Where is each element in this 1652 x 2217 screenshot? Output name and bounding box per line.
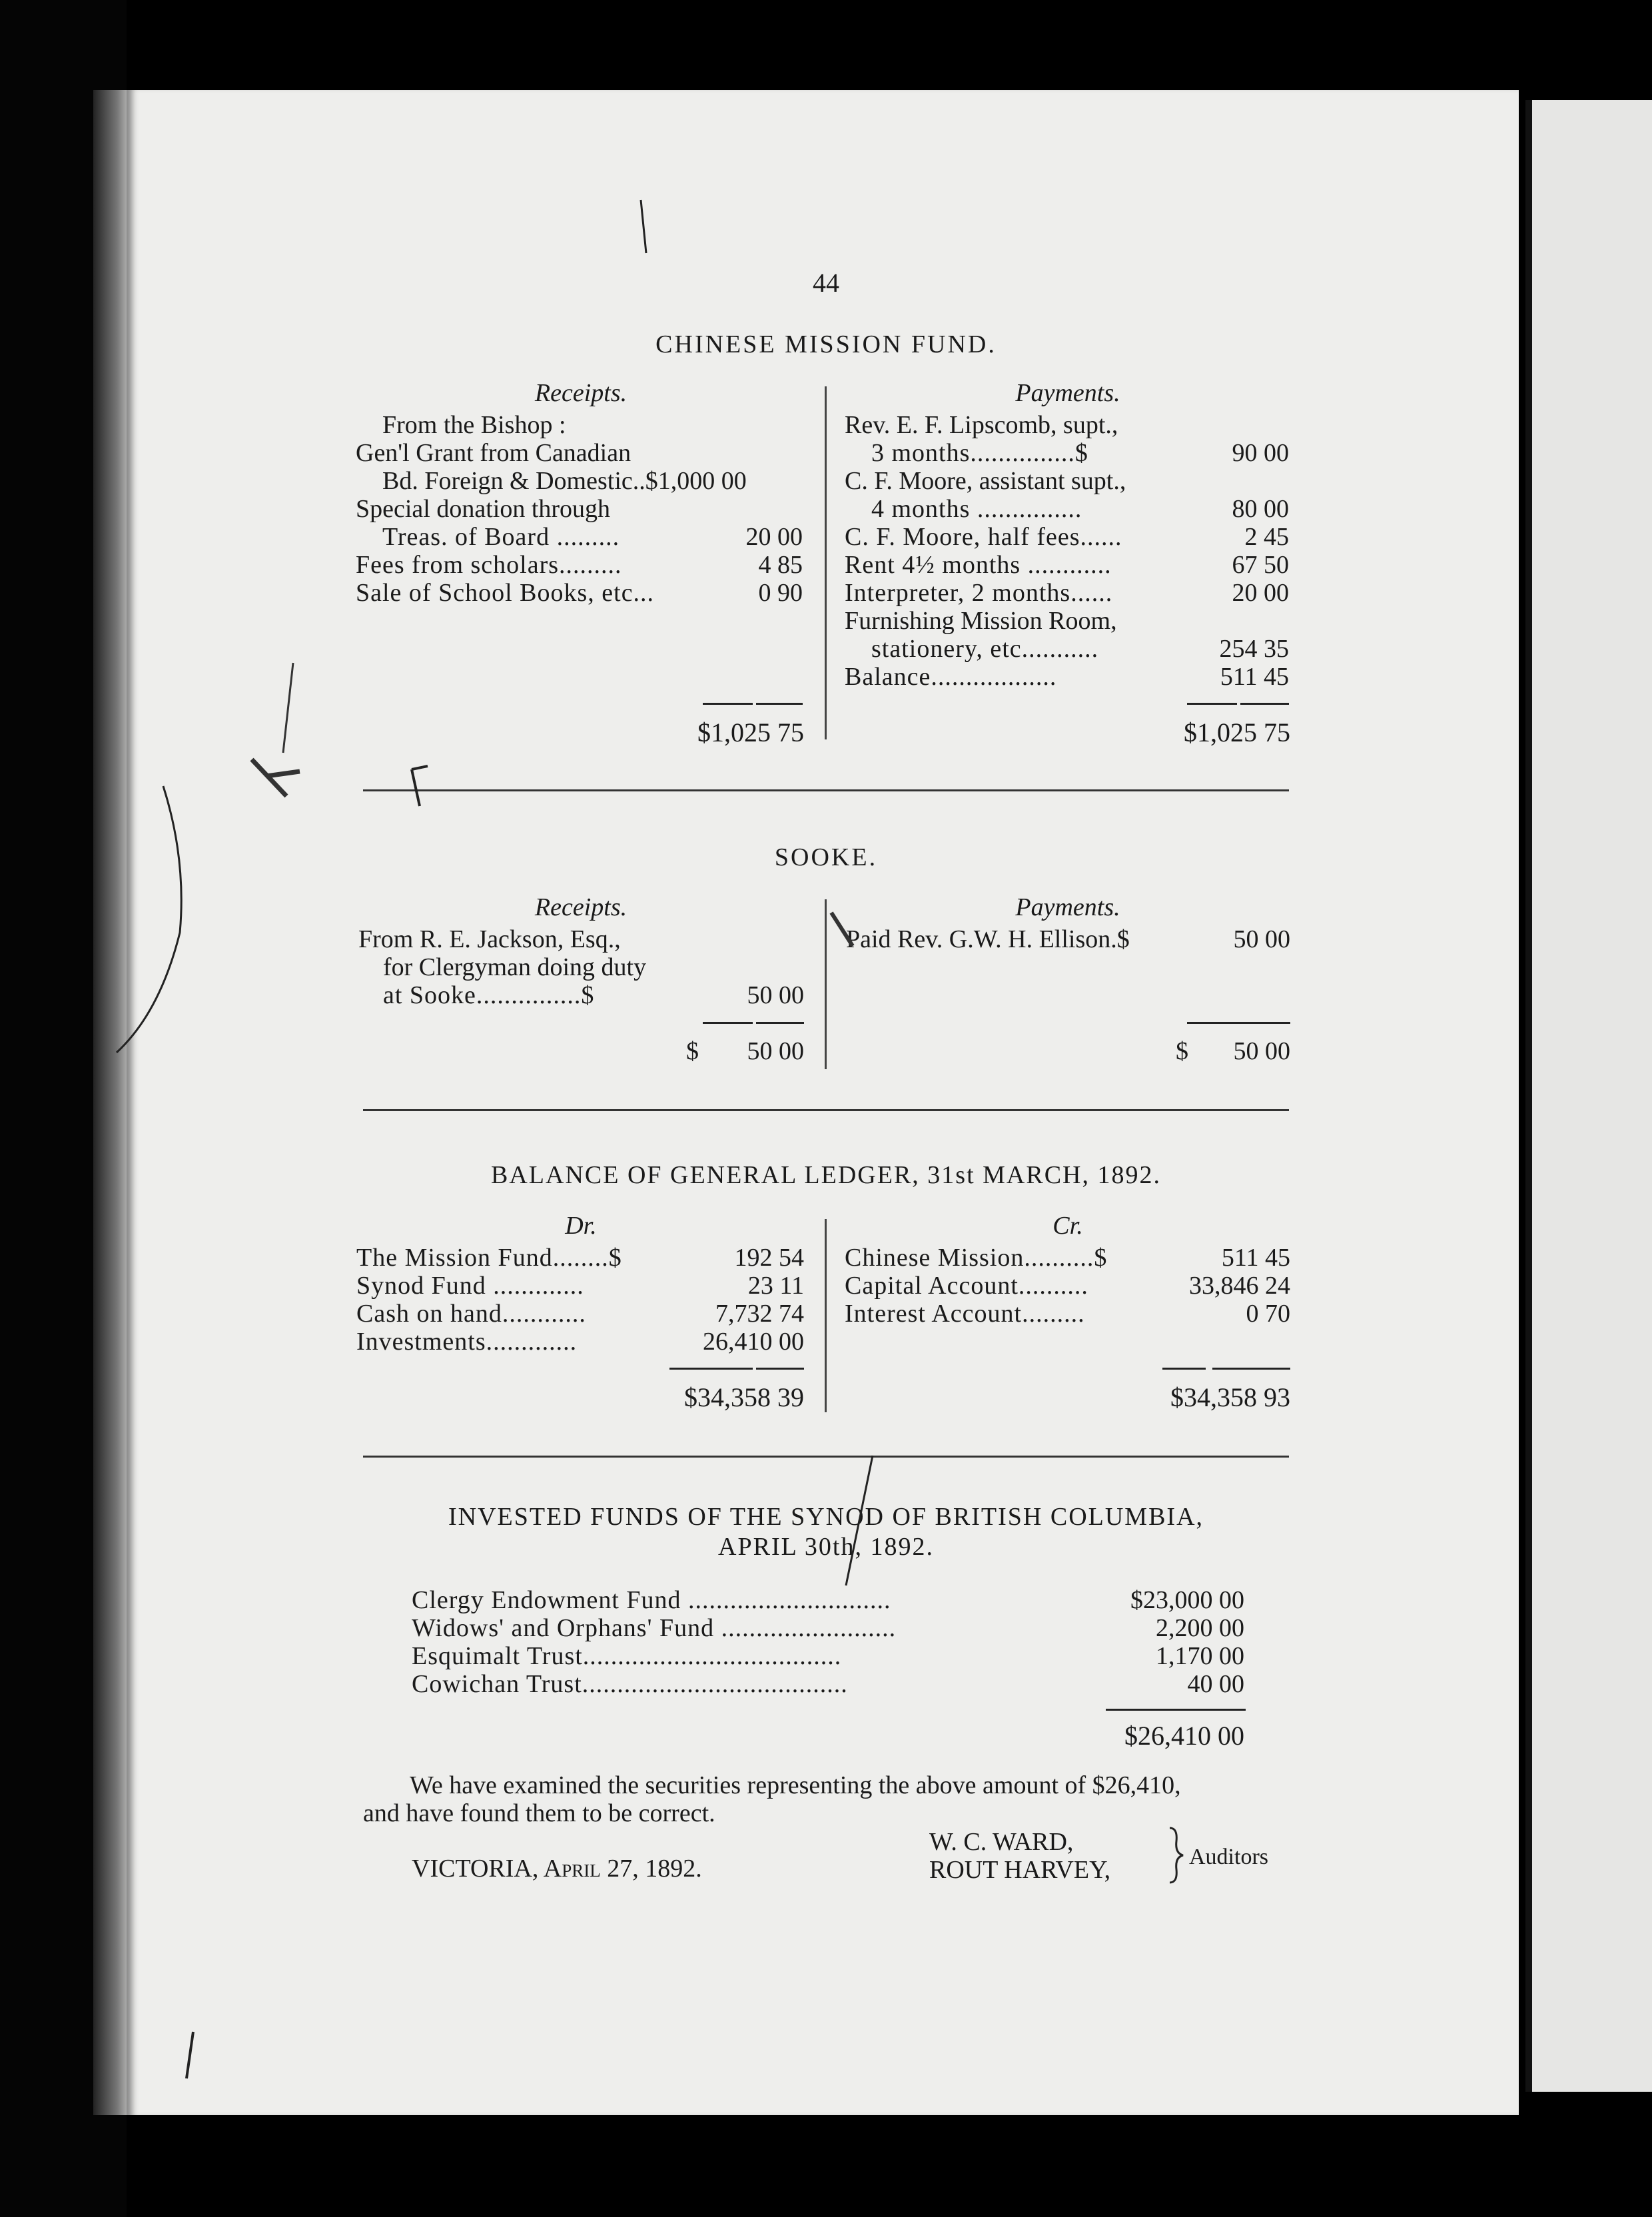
- ledger-cr-amount: 511 45: [1221, 1244, 1290, 1272]
- ledger-cr-amount: 0 70: [1246, 1300, 1290, 1328]
- invested-item: Cowichan Trust......................................: [412, 1670, 848, 1698]
- cr-header: Cr.: [1052, 1212, 1083, 1240]
- payments-header: Payments.: [1015, 379, 1120, 407]
- receipts-total: 50 00: [747, 1037, 804, 1065]
- ledger-dr-amount: 26,410 00: [703, 1328, 804, 1356]
- section-title-chinese-mission: CHINESE MISSION FUND.: [655, 330, 997, 358]
- receipts-total: $1,025 75: [697, 717, 804, 747]
- ledger-dr-amount: 192 54: [734, 1244, 804, 1272]
- ledger-cr-amount: 33,846 24: [1189, 1272, 1290, 1300]
- receipt-line: at Sooke...............$: [383, 981, 595, 1009]
- payment-line: 4 months ...............: [871, 495, 1082, 523]
- receipt-amount: 0 90: [758, 579, 803, 607]
- payment-amount: 511 45: [1220, 663, 1289, 691]
- invested-amount: 2,200 00: [1156, 1614, 1244, 1642]
- receipt-amount: 50 00: [747, 981, 804, 1009]
- invested-amount: $23,000 00: [1130, 1586, 1244, 1614]
- ledger-cr-line: Capital Account..........: [845, 1272, 1088, 1300]
- ledger-dr-amount: 7,732 74: [715, 1300, 804, 1328]
- invested-item: Esquimalt Trust.....................................: [412, 1642, 842, 1670]
- auditor-name: ROUT HARVEY,: [929, 1856, 1111, 1884]
- invested-item: Widows' and Orphans' Fund .........................: [412, 1614, 897, 1642]
- payment-line: Rev. E. F. Lipscomb, supt.,: [845, 411, 1118, 439]
- receipt-line: Bd. Foreign & Domestic..$1,000 00: [382, 467, 747, 495]
- ledger-cr-total: $34,358 93: [1170, 1382, 1290, 1412]
- payment-amount: 254 35: [1219, 635, 1289, 663]
- dr-header: Dr.: [565, 1212, 597, 1240]
- ledger-dr-line: Cash on hand............: [356, 1300, 586, 1328]
- payment-amount: 50 00: [1233, 925, 1290, 953]
- section-title-invested: INVESTED FUNDS OF THE SYNOD OF BRITISH COLUMBIA,: [448, 1503, 1204, 1531]
- payment-amount: 2 45: [1244, 523, 1289, 551]
- payment-line: Paid Rev. G.W. H. Ellison.$: [846, 925, 1130, 953]
- invested-item: Clergy Endowment Fund .............................: [412, 1586, 891, 1614]
- payment-amount: 90 00: [1232, 439, 1289, 467]
- payment-line: 3 months...............$: [871, 439, 1088, 467]
- section-title-sooke: SOOKE.: [774, 843, 878, 871]
- receipt-amount: 4 85: [758, 551, 803, 579]
- payments-total: 50 00: [1233, 1037, 1290, 1065]
- payment-line: Balance..................: [845, 663, 1057, 691]
- ledger-dr-line: Synod Fund .............: [356, 1272, 584, 1300]
- auditors-label: Auditors: [1189, 1845, 1268, 1869]
- receipt-line: Gen'l Grant from Canadian: [356, 439, 631, 467]
- receipt-line: for Clergyman doing duty: [383, 953, 647, 981]
- payment-amount: 20 00: [1232, 579, 1289, 607]
- attestation-line-2: and have found them to be correct.: [363, 1799, 715, 1827]
- payments-header: Payments.: [1015, 893, 1120, 921]
- ledger-dr-line: Investments.............: [356, 1328, 578, 1356]
- attestation-line-1: We have examined the securities representing the above amount of $26,410,: [410, 1771, 1181, 1799]
- invested-amount: 1,170 00: [1156, 1642, 1244, 1670]
- ledger-dr-amount: 23 11: [747, 1272, 804, 1300]
- ledger-cr-line: Interest Account.........: [845, 1300, 1085, 1328]
- receipts-header: Receipts.: [534, 379, 627, 407]
- ledger-dr-line: The Mission Fund........$: [356, 1244, 622, 1272]
- invested-amount: 40 00: [1187, 1670, 1244, 1698]
- section-subtitle-invested: APRIL 30th, 1892.: [718, 1533, 934, 1561]
- receipts-header: Receipts.: [534, 893, 627, 921]
- payment-line: C. F. Moore, assistant supt.,: [845, 467, 1126, 495]
- payments-total: $1,025 75: [1184, 717, 1290, 747]
- page-number: 44: [813, 268, 839, 298]
- payments-total-symbol: $: [1176, 1037, 1188, 1065]
- invested-total: $26,410 00: [1124, 1721, 1244, 1751]
- receipt-amount: 20 00: [745, 523, 803, 551]
- place-date: VICTORIA, April 27, 1892.: [412, 1855, 702, 1883]
- ledger-dr-total: $34,358 39: [684, 1382, 804, 1412]
- payment-amount: 80 00: [1232, 495, 1289, 523]
- receipt-line: Fees from scholars.........: [356, 551, 622, 579]
- receipt-line: From the Bishop :: [382, 411, 566, 439]
- payment-line: stationery, etc...........: [871, 635, 1099, 663]
- payment-line: Rent 4½ months ............: [845, 551, 1112, 579]
- receipt-line: Special donation through: [356, 495, 611, 523]
- receipt-line: Sale of School Books, etc...: [356, 579, 655, 607]
- section-title-ledger: BALANCE OF GENERAL LEDGER, 31st MARCH, 1892.: [491, 1161, 1161, 1189]
- auditor-name: W. C. WARD,: [929, 1828, 1074, 1856]
- receipts-total-symbol: $: [686, 1037, 699, 1065]
- payment-line: Furnishing Mission Room,: [845, 607, 1117, 635]
- payment-amount: 67 50: [1232, 551, 1289, 579]
- ledger-cr-line: Chinese Mission..........$: [845, 1244, 1108, 1272]
- receipt-line: Treas. of Board .........: [382, 523, 620, 551]
- payment-line: Interpreter, 2 months......: [845, 579, 1113, 607]
- receipt-line: From R. E. Jackson, Esq.,: [358, 925, 621, 953]
- payment-line: C. F. Moore, half fees......: [845, 523, 1122, 551]
